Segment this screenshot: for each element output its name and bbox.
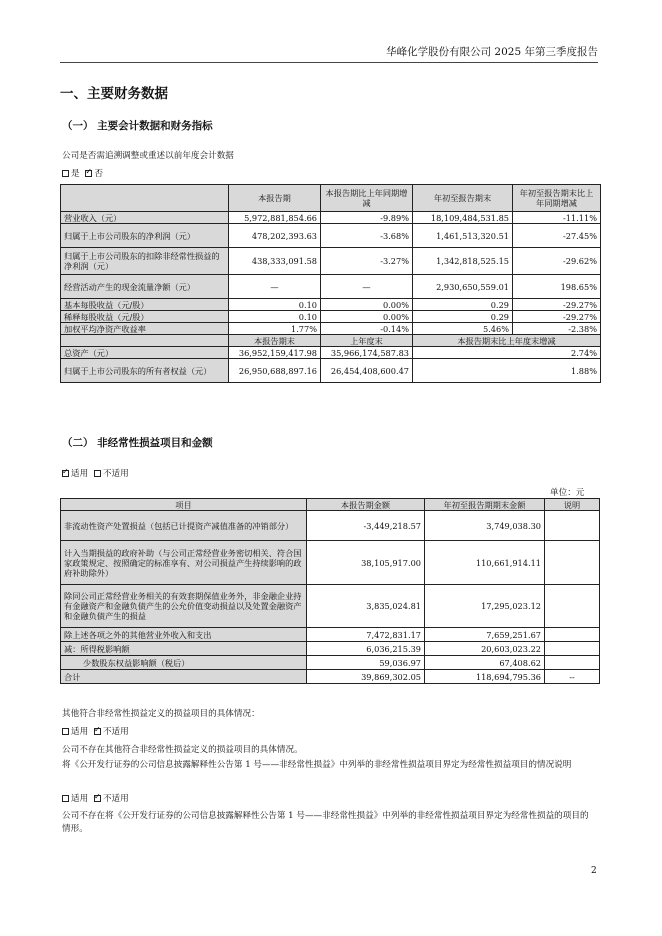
restate-options xyxy=(62,167,103,179)
table-header-cell: 说明 xyxy=(545,499,600,511)
cell-value: 110,661,914.11 xyxy=(425,541,545,585)
other-items-statement: 公司不存在其他符合非经常性损益定义的损益项目的具体情况。 xyxy=(62,745,303,755)
row-label: 合计 xyxy=(61,670,307,684)
cell-value: -29.62% xyxy=(513,248,601,275)
cell-value: 1.77% xyxy=(229,323,321,335)
table-row xyxy=(61,299,601,311)
table-row xyxy=(61,248,601,275)
checkbox-checked-icon[interactable] xyxy=(94,728,101,735)
cell-value: -3,449,218.57 xyxy=(307,511,425,541)
cell-value: 3,749,038.30 xyxy=(425,511,545,541)
cell-value: 198.65% xyxy=(513,275,601,299)
table-row xyxy=(61,642,600,656)
section-title: 一、主要财务数据 xyxy=(60,86,168,102)
cell-value: -27.45% xyxy=(513,224,601,248)
table-header-cell: 项目 xyxy=(61,499,307,511)
cell-value: 0.00% xyxy=(321,299,413,311)
cell-value: 0.00% xyxy=(321,311,413,323)
row-label: 减：所得税影响额 xyxy=(61,642,307,656)
table-row xyxy=(61,656,600,670)
checkbox-checked-icon[interactable] xyxy=(62,470,69,477)
reclass-options xyxy=(62,792,129,804)
table-header-cell: 本报告期末 xyxy=(229,335,321,347)
checkbox-unchecked-icon[interactable] xyxy=(62,795,69,802)
checkbox-unchecked-icon[interactable] xyxy=(62,728,69,735)
row-label: 少数股东权益影响额（税后） xyxy=(61,656,307,670)
subsection-title-1: （一） 主要会计数据和财务指标 xyxy=(62,120,213,132)
cell-value: -3.68% xyxy=(321,224,413,248)
cell-value: — xyxy=(321,275,413,299)
cell-value: 438,333,091.58 xyxy=(229,248,321,275)
cell-value: 7,472,831.17 xyxy=(307,628,425,642)
cell-value: 39,869,302.05 xyxy=(307,670,425,684)
other-items-note: 其他符合非经常性损益定义的损益项目的具体情况： xyxy=(62,709,260,719)
cell-value xyxy=(545,585,600,628)
table-header-cell xyxy=(61,335,229,347)
table-row xyxy=(61,311,601,323)
checkbox-unchecked-icon[interactable] xyxy=(94,470,101,477)
cell-value: 2,930,650,559.01 xyxy=(413,275,513,299)
reclass-note: 将《公开发行证券的公司信息披露解释性公告第 1 号——非经常性损益》中列举的非经常性损益项目界定为经常性损益项目的情况说明 xyxy=(62,760,572,770)
row-label: 营业收入（元） xyxy=(61,212,229,224)
table-row xyxy=(61,212,601,224)
restate-question: 公司是否需追溯调整或重述以前年度会计数据 xyxy=(62,151,234,161)
cell-value: -- xyxy=(545,670,600,684)
row-label: 除上述各项之外的其他营业外收入和支出 xyxy=(61,628,307,642)
page-number: 2 xyxy=(591,866,597,876)
table-header-cell: 本报告期金额 xyxy=(307,499,425,511)
table-row xyxy=(61,323,601,335)
table-row xyxy=(61,359,601,383)
non-recurring-items-table xyxy=(60,498,600,684)
not-applicable-label: 不适用 xyxy=(102,727,129,737)
unit-label: 单位：元 xyxy=(550,488,585,498)
cell-value: — xyxy=(229,275,321,299)
cell-value: 5,972,881,854.66 xyxy=(229,212,321,224)
cell-value: -9.89% xyxy=(321,212,413,224)
table-row xyxy=(61,275,601,299)
cell-value: 7,659,251.67 xyxy=(425,628,545,642)
page-header: 华峰化学股份有限公司 2025 年第三季度报告 xyxy=(60,44,598,63)
row-label: 稀释每股收益（元/股） xyxy=(61,311,229,323)
applicable-label: 适用 xyxy=(71,794,89,804)
cell-value: -3.27% xyxy=(321,248,413,275)
cell-value: 36,952,159,417.98 xyxy=(229,347,321,359)
cell-value xyxy=(545,511,600,541)
cell-value xyxy=(545,656,600,670)
row-label: 归属于上市公司股东的扣除非经常性损益的净利润（元） xyxy=(61,248,229,275)
cell-value: -0.14% xyxy=(321,323,413,335)
cell-value: 0.10 xyxy=(229,311,321,323)
cell-value: -11.11% xyxy=(513,212,601,224)
table-row xyxy=(61,670,600,684)
row-label: 总资产（元） xyxy=(61,347,229,359)
cell-value: 3,835,024.81 xyxy=(307,585,425,628)
table-row xyxy=(61,511,600,541)
table-row xyxy=(61,347,601,359)
row-label: 归属于上市公司股东的所有者权益（元） xyxy=(61,359,229,383)
table-header-cell: 年初至报告期期末金额 xyxy=(425,499,545,511)
cell-value: 35,966,174,587.83 xyxy=(321,347,413,359)
cell-value: -29.27% xyxy=(513,311,601,323)
cell-value: 38,105,917.00 xyxy=(307,541,425,585)
cell-value xyxy=(545,541,600,585)
cell-value: 6,036,215.39 xyxy=(307,642,425,656)
cell-value: -2.38% xyxy=(513,323,601,335)
table-header-cell: 年初至报告期末比上年同期增减 xyxy=(513,185,601,212)
table-header-cell xyxy=(61,185,229,212)
cell-value: 26,950,688,897.16 xyxy=(229,359,321,383)
row-label: 经营活动产生的现金流量净额（元） xyxy=(61,275,229,299)
cell-value: 0.10 xyxy=(229,299,321,311)
cell-value: 1.88% xyxy=(413,359,601,383)
not-applicable-label: 不适用 xyxy=(102,794,129,804)
cell-value: 2.74% xyxy=(413,347,601,359)
applicable-label: 适用 xyxy=(71,469,89,479)
cell-value: 20,603,023.22 xyxy=(425,642,545,656)
cell-value: 478,202,393.63 xyxy=(229,224,321,248)
cell-value: -29.27% xyxy=(513,299,601,311)
reclass-statement: 公司不存在将《公开发行证券的公司信息披露解释性公告第 1 号——非经常性损益》中列举的非经常性损益项目界定为经常性损益的项目的情形。 xyxy=(62,811,589,834)
row-label: 加权平均净资产收益率 xyxy=(61,323,229,335)
checkbox-checked-icon[interactable] xyxy=(94,795,101,802)
row-label: 非流动性资产处置损益（包括已计提资产减值准备的冲销部分） xyxy=(61,511,307,541)
table-row xyxy=(61,224,601,248)
cell-value: 1,461,513,320.51 xyxy=(413,224,513,248)
restate-no-label: 否 xyxy=(94,169,103,179)
applicable-label: 适用 xyxy=(71,727,89,737)
table-row xyxy=(61,541,600,585)
checkbox-unchecked-icon[interactable] xyxy=(62,170,69,177)
cell-value: 0.29 xyxy=(413,299,513,311)
checkbox-checked-icon[interactable] xyxy=(85,170,92,177)
cell-value xyxy=(545,642,600,656)
subsection-title-2: （二） 非经常性损益项目和金额 xyxy=(62,437,213,449)
financial-data-table xyxy=(60,184,601,383)
row-label: 计入当期损益的政府补助（与公司正常经营业务密切相关、符合国家政策规定、按照确定的标准享有、对公司损益产生持续影响的政府补助除外） xyxy=(61,541,307,585)
restate-yes-label: 是 xyxy=(71,169,80,179)
table-header-cell: 本报告期 xyxy=(229,185,321,212)
table-header-cell: 上年度末 xyxy=(321,335,413,347)
cell-value: 17,295,023.12 xyxy=(425,585,545,628)
table-header-cell: 本报告期比上年同期增减 xyxy=(321,185,413,212)
cell-value: 18,109,484,531.85 xyxy=(413,212,513,224)
cell-value: 118,694,795.36 xyxy=(425,670,545,684)
row-label: 归属于上市公司股东的净利润（元） xyxy=(61,224,229,248)
cell-value xyxy=(545,628,600,642)
cell-value: 0.29 xyxy=(413,311,513,323)
cell-value: 26,454,408,600.47 xyxy=(321,359,413,383)
cell-value: 59,036.97 xyxy=(307,656,425,670)
row-label: 基本每股收益（元/股） xyxy=(61,299,229,311)
not-applicable-label: 不适用 xyxy=(102,469,129,479)
applicability-options xyxy=(62,467,129,479)
cell-value: 5.46% xyxy=(413,323,513,335)
table-header-cell: 年初至报告期末 xyxy=(413,185,513,212)
table-row xyxy=(61,628,600,642)
table-header-cell: 本报告期末比上年度末增减 xyxy=(413,335,601,347)
other-items-options xyxy=(62,725,129,737)
row-label: 除同公司正常经营业务相关的有效套期保值业务外，非金融企业持有金融资产和金融负债产生的公允价值变动损益以及处置金融资产和金融负债产生的损益 xyxy=(61,585,307,628)
cell-value: 67,408.62 xyxy=(425,656,545,670)
cell-value: 1,342,818,525.15 xyxy=(413,248,513,275)
table-row xyxy=(61,585,600,628)
